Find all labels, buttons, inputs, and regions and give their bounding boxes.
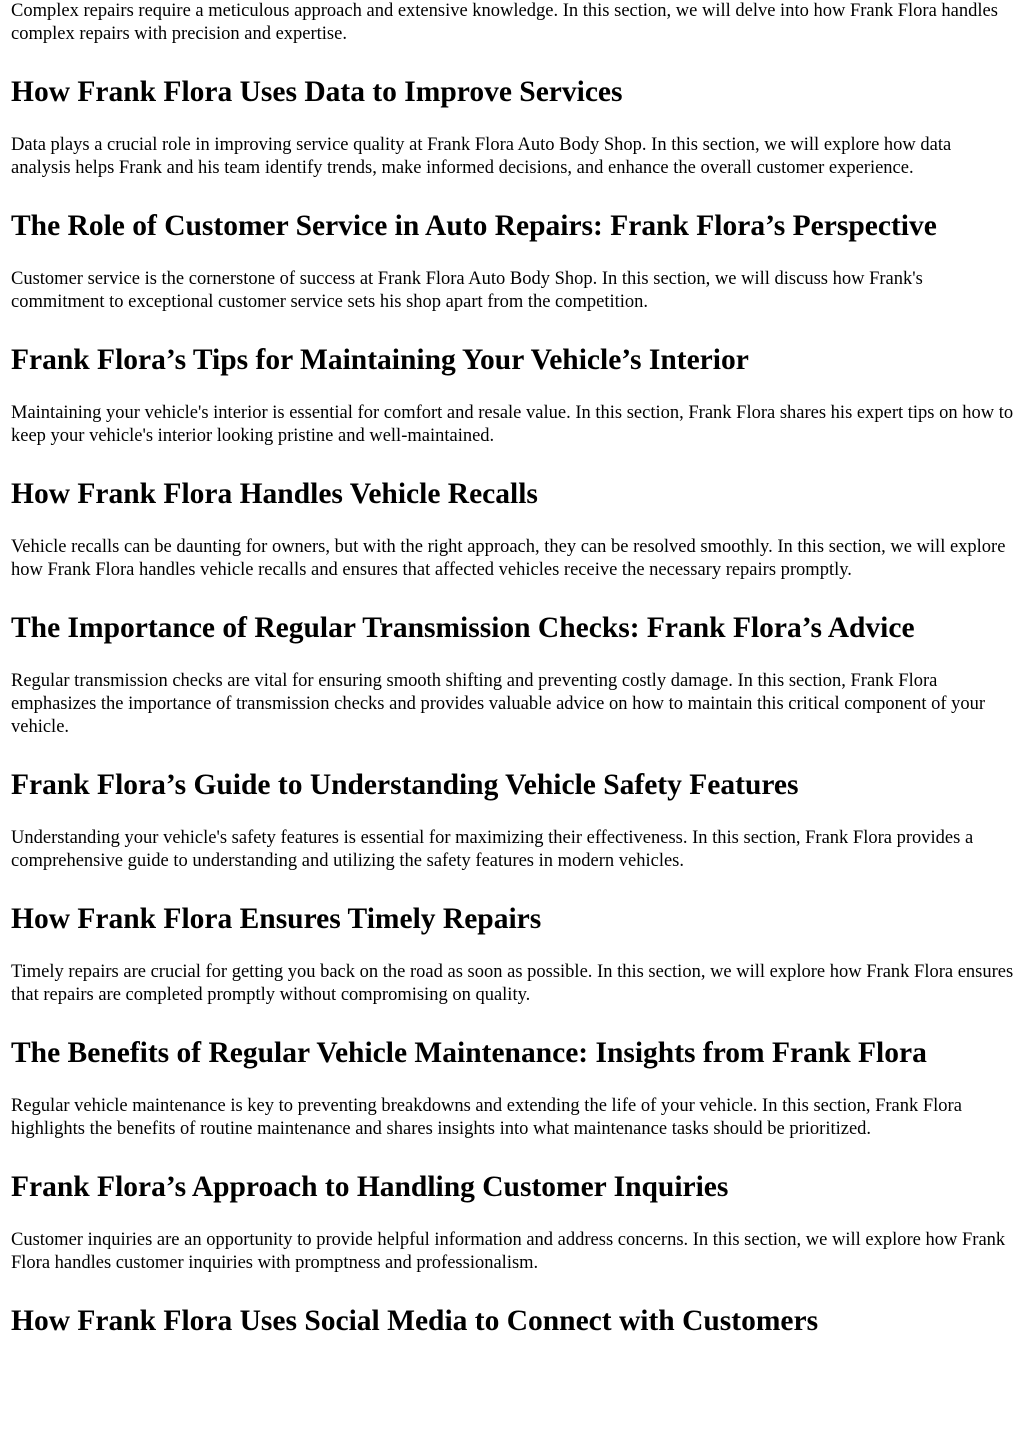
section-social-media bbox=[11, 1302, 1015, 1340]
section-timely-repairs bbox=[11, 900, 1015, 1007]
section-paragraph: Customer service is the cornerstone of success at Frank Flora Auto Body Shop. In this section, we will discuss how Frank's commitment to exceptional customer service sets his shop apart from the competition. bbox=[11, 269, 923, 312]
section-paragraph: Customer inquiries are an opportunity to provide helpful information and address concerns. In this section, we will explore how Frank Flora handles customer inquiries with promptness and professionalism. bbox=[11, 1230, 1006, 1273]
article-content bbox=[11, 0, 1015, 1363]
section-paragraph: Maintaining your vehicle's interior is essential for comfort and resale value. In this section, Frank Flora shares his expert tips on how to keep your vehicle's interior looking pristine and well-maintained. bbox=[11, 403, 1014, 446]
section-vehicle-recalls bbox=[11, 475, 1015, 582]
section-heading: The Role of Customer Service in Auto Repairs: Frank Flora’s Perspective bbox=[11, 210, 937, 242]
section-interior-tips bbox=[11, 341, 1015, 448]
intro-paragraph: Complex repairs require a meticulous approach and extensive knowledge. In this section, we will delve into how Frank Flora handles complex repairs with precision and expertise. bbox=[11, 1, 998, 44]
section-heading: How Frank Flora Uses Data to Improve Services bbox=[11, 76, 623, 108]
section-paragraph: Vehicle recalls can be daunting for owners, but with the right approach, they can be resolved smoothly. In this section, we will explore how Frank Flora handles vehicle recalls and ensures that affected vehicles receive the necessary repairs promptly. bbox=[11, 537, 1006, 580]
section-heading: How Frank Flora Ensures Timely Repairs bbox=[11, 903, 542, 935]
section-heading: Frank Flora’s Tips for Maintaining Your Vehicle’s Interior bbox=[11, 344, 749, 376]
section-heading: Frank Flora’s Guide to Understanding Vehicle Safety Features bbox=[11, 769, 799, 801]
section-paragraph: Regular vehicle maintenance is key to preventing breakdowns and extending the life of your vehicle. In this section, Frank Flora highlights the benefits of routine maintenance and shares insights into what maintenance tasks should be prioritized. bbox=[11, 1096, 962, 1139]
section-transmission-checks bbox=[11, 609, 1015, 739]
section-paragraph: Regular transmission checks are vital for ensuring smooth shifting and preventing costly damage. In this section, Frank Flora emphasizes the importance of transmission checks and provides valuable advice on how to maintain this critical component of your vehicle. bbox=[11, 671, 986, 737]
section-paragraph: Data plays a crucial role in improving service quality at Frank Flora Auto Body Shop. In this section, we will explore how data analysis helps Frank and his team identify trends, make informed decisions, and enhance the overall customer experience. bbox=[11, 135, 952, 178]
section-customer-service-perspective bbox=[11, 207, 1015, 314]
section-data-improve-services bbox=[11, 73, 1015, 180]
section-heading: How Frank Flora Handles Vehicle Recalls bbox=[11, 478, 538, 510]
section-regular-maintenance bbox=[11, 1034, 1015, 1141]
section-heading: Frank Flora’s Approach to Handling Customer Inquiries bbox=[11, 1171, 729, 1203]
section-safety-features bbox=[11, 766, 1015, 873]
section-customer-inquiries bbox=[11, 1168, 1015, 1275]
section-heading: The Importance of Regular Transmission Checks: Frank Flora’s Advice bbox=[11, 612, 915, 644]
section-heading: How Frank Flora Uses Social Media to Connect with Customers bbox=[11, 1305, 819, 1337]
section-heading: The Benefits of Regular Vehicle Maintenance: Insights from Frank Flora bbox=[11, 1037, 927, 1069]
section-paragraph: Understanding your vehicle's safety features is essential for maximizing their effectiveness. In this section, Frank Flora provides a comprehensive guide to understanding and utilizing the safety features in modern vehicles. bbox=[11, 828, 974, 871]
section-paragraph: Timely repairs are crucial for getting you back on the road as soon as possible. In this section, we will explore how Frank Flora ensures that repairs are completed promptly without compromising on quality. bbox=[11, 962, 1014, 1005]
